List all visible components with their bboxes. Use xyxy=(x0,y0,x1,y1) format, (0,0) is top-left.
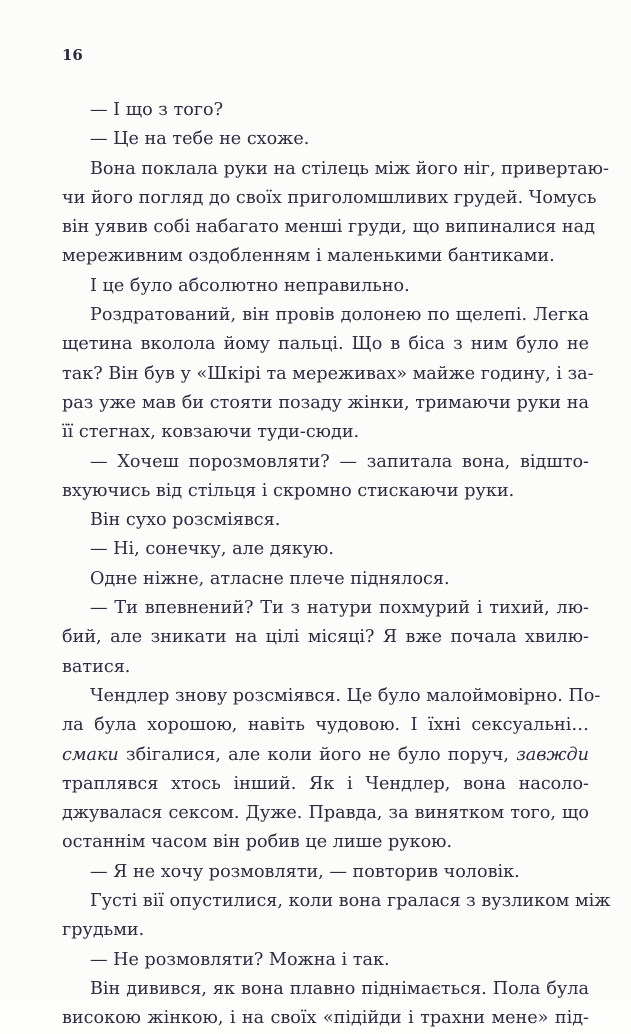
page-number: 16 xyxy=(62,46,83,64)
text-line: Густі вії опустилися, коли вона гралася з вузликом між xyxy=(90,891,611,912)
text-line: І це було абсолютно неправильно. xyxy=(90,275,410,296)
text-line: — Я не хочу розмовляти, — повторив чоловік. xyxy=(90,861,520,882)
text-line: — Ні, сонечку, але дякую. xyxy=(90,539,334,560)
text-line: Він сухо розсміявся. xyxy=(90,510,281,531)
text-line: — Хочеш порозмовляти? — запитала вона, відшто- xyxy=(90,451,589,472)
italic-word: смаки xyxy=(62,744,119,765)
text-line: траплявся хтось інший. Як і Чендлер, вона насоло- xyxy=(62,773,589,794)
text-line: він уявив собі набагато менші груди, що випиналися над xyxy=(62,217,595,238)
text-line: ла була хорошою, навіть чудовою. І їхні сексуальні… xyxy=(62,715,589,736)
text-line: вхуючись від стільця і скромно стискаючи руки. xyxy=(62,480,515,501)
text-line: бий, але зникати на цілі місяці? Я вже почала хвилю- xyxy=(62,627,589,648)
text-line: щетина вколола йому пальці. Що в біса з ним було не xyxy=(62,334,589,355)
text-line: так? Він був у «Шкірі та мереживах» майже годину, і за- xyxy=(62,363,594,384)
text-line: Він дивився, як вона плавно піднімається. Пола була xyxy=(90,978,589,999)
text-line: останнім часом він робив це лише рукою. xyxy=(62,832,453,853)
text-line: високою жінкою, і на своїх «підійди і трахни мене» під- xyxy=(62,1008,589,1029)
text-line: — Ти впевнений? Ти з натури похмурий і тихий, лю- xyxy=(90,598,589,619)
text-line: ватися. xyxy=(62,656,131,677)
text-line xyxy=(62,741,589,770)
text-line: джувалася сексом. Дуже. Правда, за винятком того, що xyxy=(62,803,589,824)
text-line: — Не розмовляти? Можна і так. xyxy=(90,949,390,970)
text-line: її стегнах, ковзаючи туди-сюди. xyxy=(62,422,360,443)
text-line: чи його погляд до своїх приголомшливих грудей. Чомусь xyxy=(62,187,597,208)
text-line: Одне ніжне, атласне плече піднялося. xyxy=(90,568,450,589)
text-fragment: збігалися, але коли його не було поруч, xyxy=(118,744,517,765)
text-line: — І що з того? xyxy=(90,100,224,120)
text-line: Вона поклала руки на стілець між його ніг, привертаю- xyxy=(90,158,609,179)
italic-word: завжди xyxy=(516,744,589,765)
text-line: Роздратований, він провів долонею по щелепі. Легка xyxy=(90,305,589,326)
text-line: — Це на тебе не схоже. xyxy=(90,129,310,150)
body-text xyxy=(62,96,611,1034)
text-line: грудьми. xyxy=(62,920,145,941)
text-line: Чендлер знову розсміявся. Це було малоймовірно. По- xyxy=(90,685,601,706)
text-line: мереживним оздобленням і маленькими бантиками. xyxy=(62,246,555,267)
text-line: раз уже мав би стояти позаду жінки, тримаючи руки на xyxy=(62,392,589,413)
